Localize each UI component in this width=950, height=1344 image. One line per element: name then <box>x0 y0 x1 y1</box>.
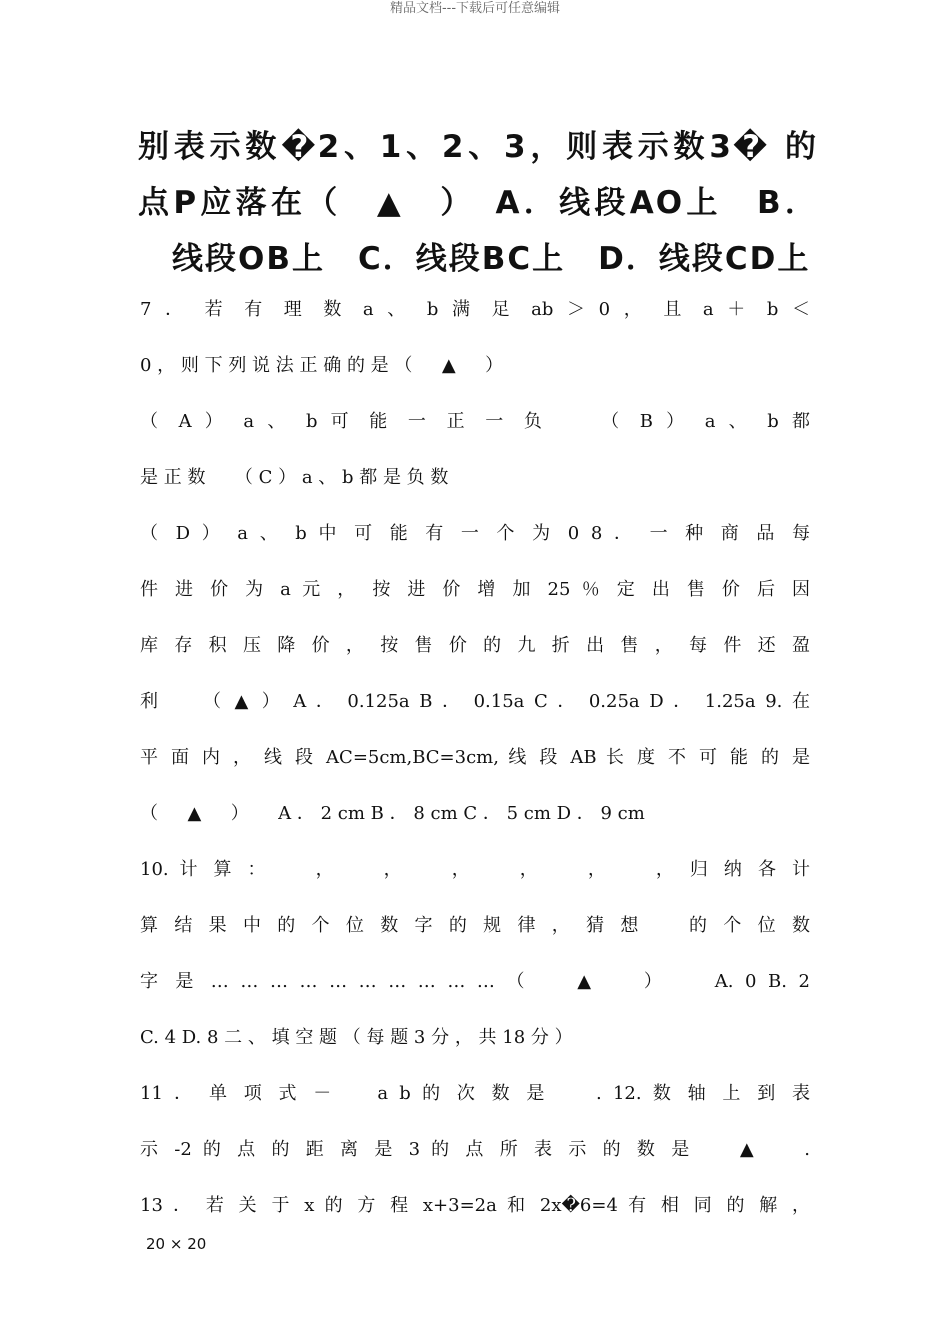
body-line: 件 进 价 为 a 元 ， 按 进 价 增 加 25 ％ 定 出 售 价 后 因 <box>140 579 810 600</box>
body-line: 示 -2 的 点 的 距 离 是 3 的 点 所 表 示 的 数 是 ▲ . <box>140 1139 810 1160</box>
body-line: （ ▲ ） A ． 2 cm B ． 8 cm C ． 5 cm D ． 9 cm <box>140 803 645 824</box>
body-line: 0 ， 则 下 列 说 法 正 确 的 是 （ ▲ ） <box>140 355 504 376</box>
body-line: 利 （ ▲ ） A ． 0.125a B ． 0.15a C ． 0.25a D ． 1.25a 9. 在 <box>140 691 810 712</box>
body-line: 13 ． 若 关 于 x 的 方 程 x+3=2a 和 2x�6=4 有 相 同 的 解 ， <box>140 1195 810 1216</box>
heading-line-2: 点P应落在（ ▲ ） A．线段AO上 B． <box>138 185 818 221</box>
body-line: 库 存 积 压 降 价 ， 按 售 价 的 九 折 出 售 ， 每 件 还 盈 <box>140 635 810 656</box>
footer-note: 20 × 20 <box>146 1235 207 1253</box>
body-line: 7 ． 若 有 理 数 a 、 b 满 足 ab ＞ 0 ， 且 a ＋ b ＜ <box>140 299 810 320</box>
body-line: 平 面 内 ， 线 段 AC=5cm,BC=3cm, 线 段 AB 长 度 不 可 能 的 是 <box>140 747 810 768</box>
body-line: 是 正 数 （ C ） a 、 b 都 是 负 数 <box>140 467 449 488</box>
body-line: 字 是 … … … … … … … … … … （ ▲ ） A. 0 B. 2 <box>140 971 810 992</box>
page-header: 精品文档---下载后可任意编辑 <box>389 1 561 16</box>
body-line: 11 ． 单 项 式 － a b 的 次 数 是 . 12. 数 轴 上 到 表 <box>140 1083 810 1104</box>
body-line: （ A ） a 、 b 可 能 一 正 一 负 （ B ） a 、 b 都 <box>140 411 810 432</box>
heading-line-1: 别表示数�2、1、2、3，则表示数3� 的 <box>138 129 818 165</box>
body-line: 算 结 果 中 的 个 位 数 字 的 规 律 ， 猜 想 的 个 位 数 <box>140 915 810 936</box>
body-line: C. 4 D. 8 二 、 填 空 题 （ 每 题 3 分 ， 共 18 分 ） <box>140 1027 573 1048</box>
body-line: 10. 计 算 ： ， ， ， ， ， ， 归 纳 各 计 <box>140 859 810 880</box>
heading-line-3: 线段OB上 C．线段BC上 D．线段CD上 <box>172 241 811 277</box>
body-line: （ D ） a 、 b 中 可 能 有 一 个 为 0 8 ． 一 种 商 品 每 <box>140 523 810 544</box>
